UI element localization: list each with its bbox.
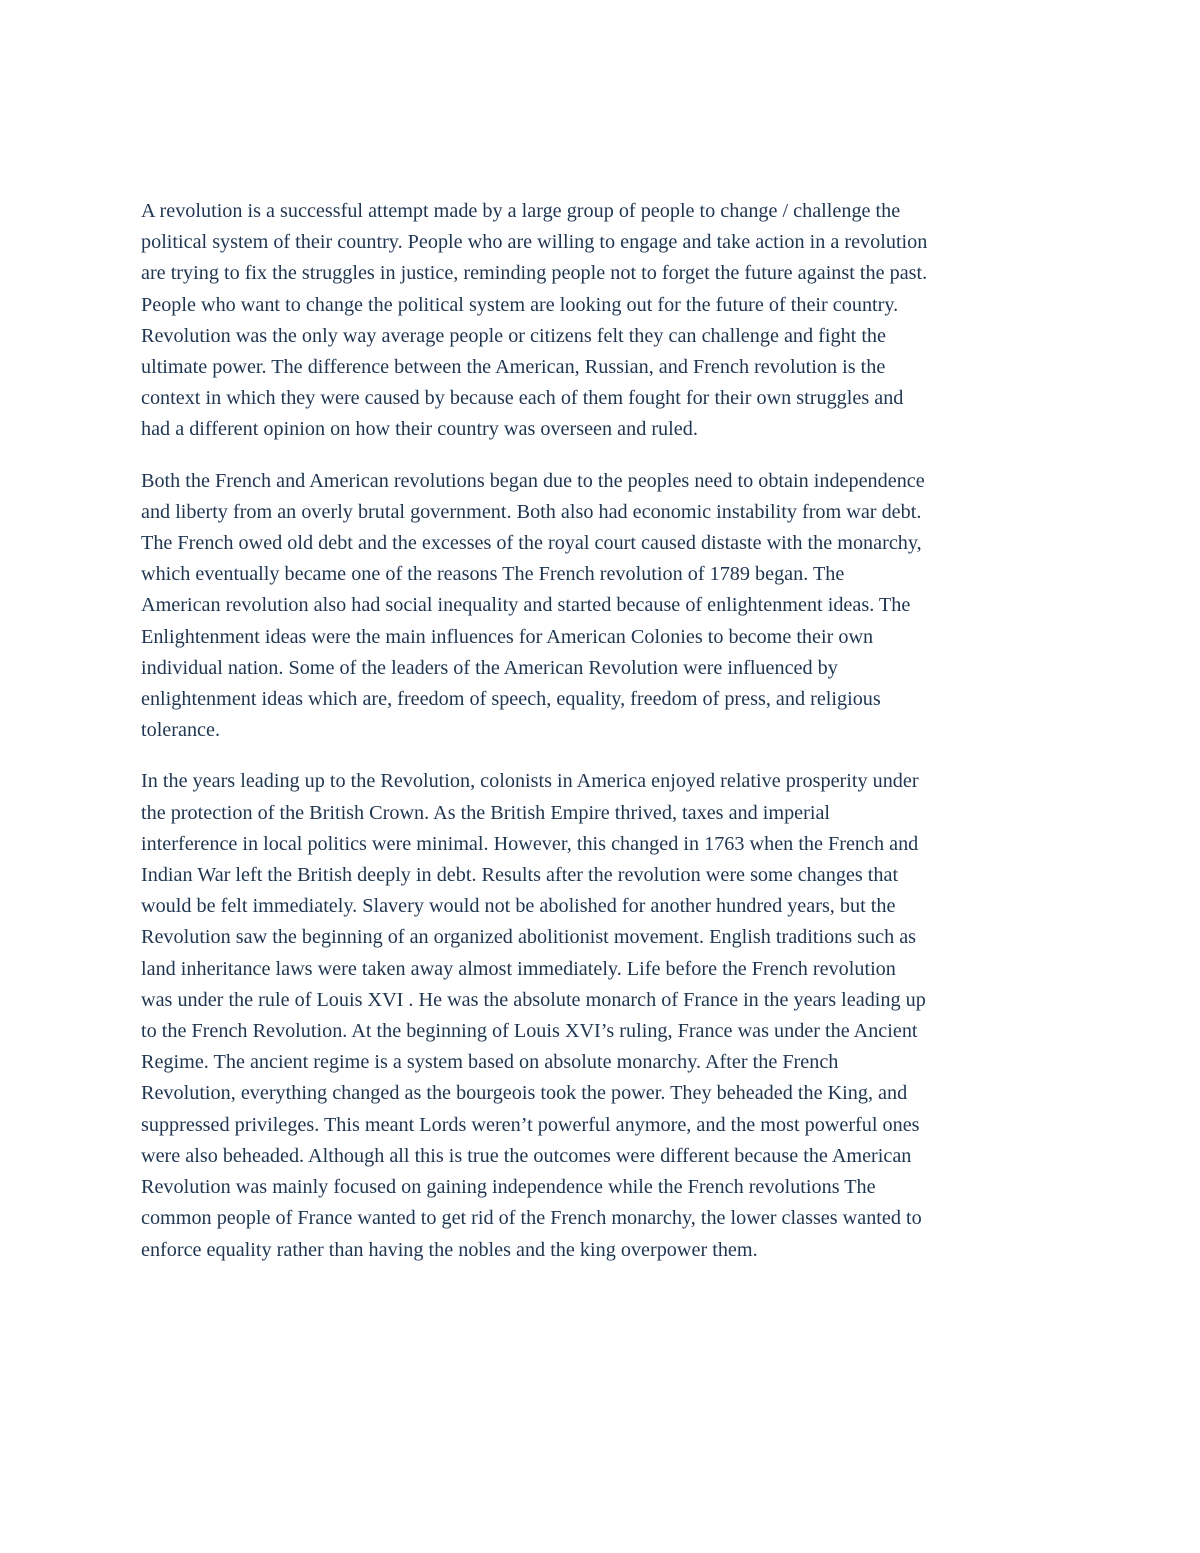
text-line: Indian War left the British deeply in debt. Results after the revolution were some changes that	[141, 864, 899, 887]
text-line: Both the French and American revolutions began due to the peoples need to obtain independence	[141, 469, 925, 492]
text-line: Revolution saw the beginning of an organized abolitionist movement. English traditions such as	[141, 926, 917, 949]
text-line: had a different opinion on how their country was overseen and ruled.	[141, 418, 698, 441]
paragraph-1	[141, 196, 1066, 446]
text-line: In the years leading up to the Revolution, colonists in America enjoyed relative prosperity under	[141, 770, 919, 793]
paragraph-3	[141, 766, 1066, 1265]
text-line: the protection of the British Crown. As the British Empire thrived, taxes and imperial	[141, 801, 831, 824]
text-line: individual nation. Some of the leaders of the American Revolution were influenced by	[141, 656, 838, 679]
text-line: which eventually became one of the reasons The French revolution of 1789 began. The	[141, 563, 845, 586]
text-line: land inheritance laws were taken away almost immediately. Life before the French revolution	[141, 957, 896, 980]
text-line: American revolution also had social inequality and started because of enlightenment ideas. The	[141, 594, 911, 617]
text-line: political system of their country. People who are willing to engage and take action in a revolution	[141, 231, 928, 254]
text-line: are trying to fix the struggles in justice, reminding people not to forget the future against the past.	[141, 262, 928, 285]
text-line: Revolution was the only way average people or citizens felt they can challenge and fight the	[141, 324, 886, 347]
text-line: Regime. The ancient regime is a system based on absolute monarchy. After the French	[141, 1051, 839, 1074]
document-body	[141, 196, 1066, 1286]
text-line: interference in local politics were minimal. However, this changed in 1763 when the French and	[141, 832, 919, 855]
text-line: to the French Revolution. At the beginning of Louis XVI’s ruling, France was under the Ancient	[141, 1020, 918, 1043]
text-line: tolerance.	[141, 719, 221, 742]
text-line: The French owed old debt and the excesses of the royal court caused distaste with the monarchy,	[141, 532, 922, 555]
text-line: context in which they were caused by because each of them fought for their own struggles and	[141, 387, 904, 410]
text-line: Revolution, everything changed as the bourgeois took the power. They beheaded the King, and	[141, 1082, 908, 1105]
text-line: Enlightenment ideas were the main influences for American Colonies to become their own	[141, 625, 874, 648]
text-line: were also beheaded. Although all this is true the outcomes were different because the American	[141, 1144, 912, 1167]
text-line: A revolution is a successful attempt made by a large group of people to change / challenge the	[141, 200, 901, 222]
paragraph-2	[141, 466, 1066, 747]
text-line: Revolution was mainly focused on gaining independence while the French revolutions The	[141, 1176, 876, 1199]
text-line: People who want to change the political system are looking out for the future of their country.	[141, 293, 899, 316]
text-line: common people of France wanted to get rid of the French monarchy, the lower classes wanted to	[141, 1207, 922, 1230]
text-line: was under the rule of Louis XVI . He was the absolute monarch of France in the years leading up	[141, 988, 926, 1011]
text-line: ultimate power. The difference between the American, Russian, and French revolution is the	[141, 356, 886, 379]
text-line: suppressed privileges. This meant Lords weren’t powerful anymore, and the most powerful ones	[141, 1113, 920, 1136]
text-line: and liberty from an overly brutal government. Both also had economic instability from war debt.	[141, 500, 922, 523]
text-line: enforce equality rather than having the nobles and the king overpower them.	[141, 1238, 758, 1261]
text-line: would be felt immediately. Slavery would not be abolished for another hundred years, but the	[141, 895, 896, 918]
text-line: enlightenment ideas which are, freedom of speech, equality, freedom of press, and religious	[141, 688, 881, 711]
